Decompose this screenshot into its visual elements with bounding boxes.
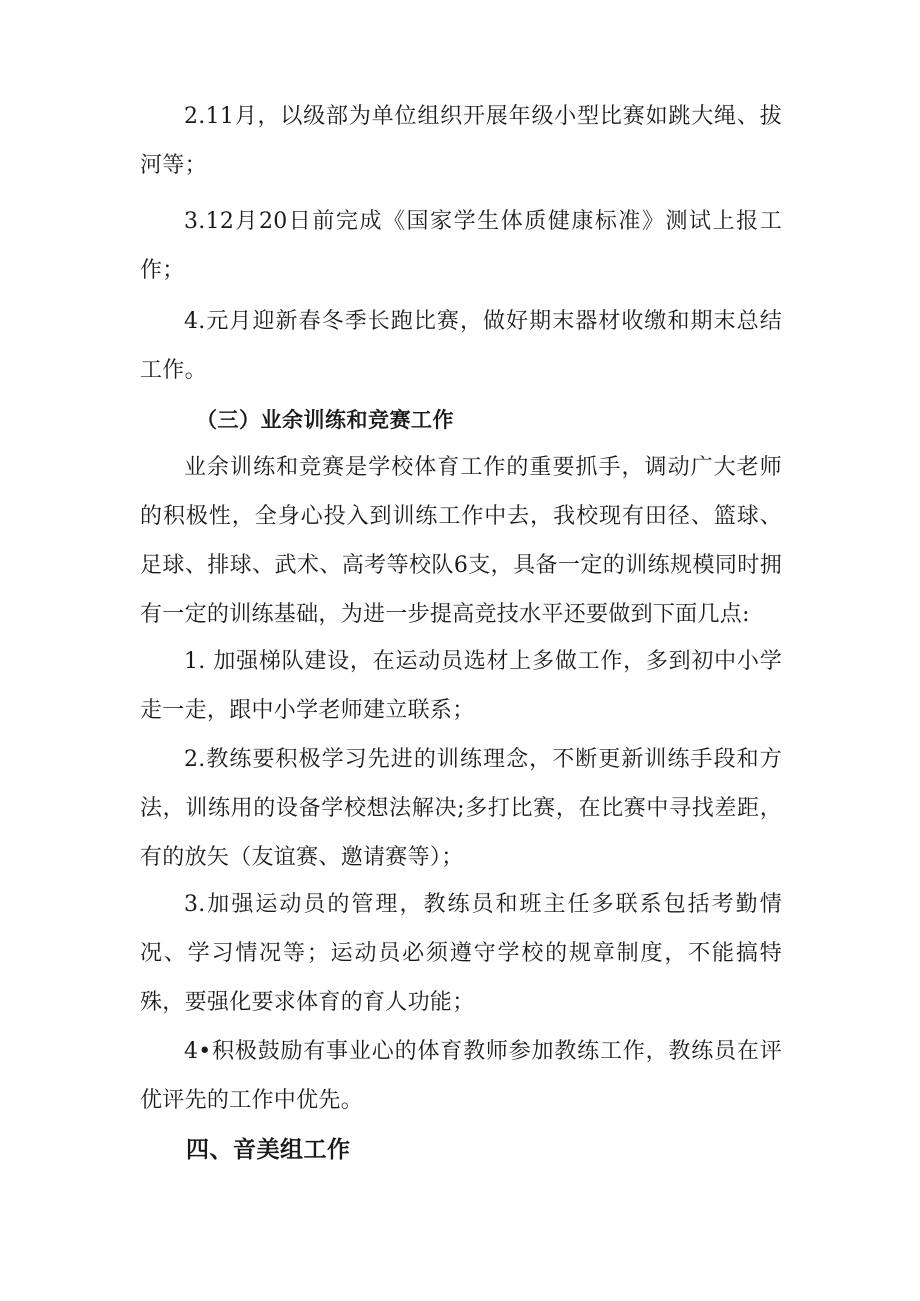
section-heading: （三）业余训练和竞赛工作 [196, 408, 454, 432]
paragraph-item-3: 3.12月20日前完成《国家学生体质健康标准》测试上报工作； [140, 209, 782, 283]
training-point-2: 2.教练要积极学习先进的训练理念，不断更新训练手段和方法，训练用的设备学校想法解决;多打比赛，在比赛中寻找差距，有的放矢（友谊赛、邀请赛等）； [140, 747, 782, 870]
training-point-3: 3.加强运动员的管理，教练员和班主任多联系包括考勤情况、学习情况等；运动员必须遵守学校的规章制度，不能搞特殊，要强化要求体育的育人功能； [140, 892, 782, 1015]
training-point-1: 1. 加强梯队建设，在运动员选材上多做工作，多到初中小学走一走，跟中小学老师建立联系； [140, 649, 782, 723]
training-point-4: 4•积极鼓励有事业心的体育教师参加教练工作，教练员在评优评先的工作中优先。 [140, 1039, 782, 1113]
section-intro-paragraph: 业余训练和竞赛是学校体育工作的重要抓手，调动广大老师的积极性，全身心投入到训练工作中去，我校现有田径、篮球、足球、排球、武术、高考等校队6支，具备一定的训练规模同时拥有一定的训练基础，为进一步提高竞技水平还要做到下面几点: [140, 455, 782, 627]
chapter-heading: 四、音美组工作 [186, 1137, 351, 1163]
paragraph-item-4: 4.元月迎新春冬季长跑比赛，做好期末器材收缴和期末总结工作。 [140, 309, 782, 383]
paragraph-item-2: 2.11月，以级部为单位组织开展年级小型比赛如跳大绳、拔河等； [140, 104, 782, 178]
